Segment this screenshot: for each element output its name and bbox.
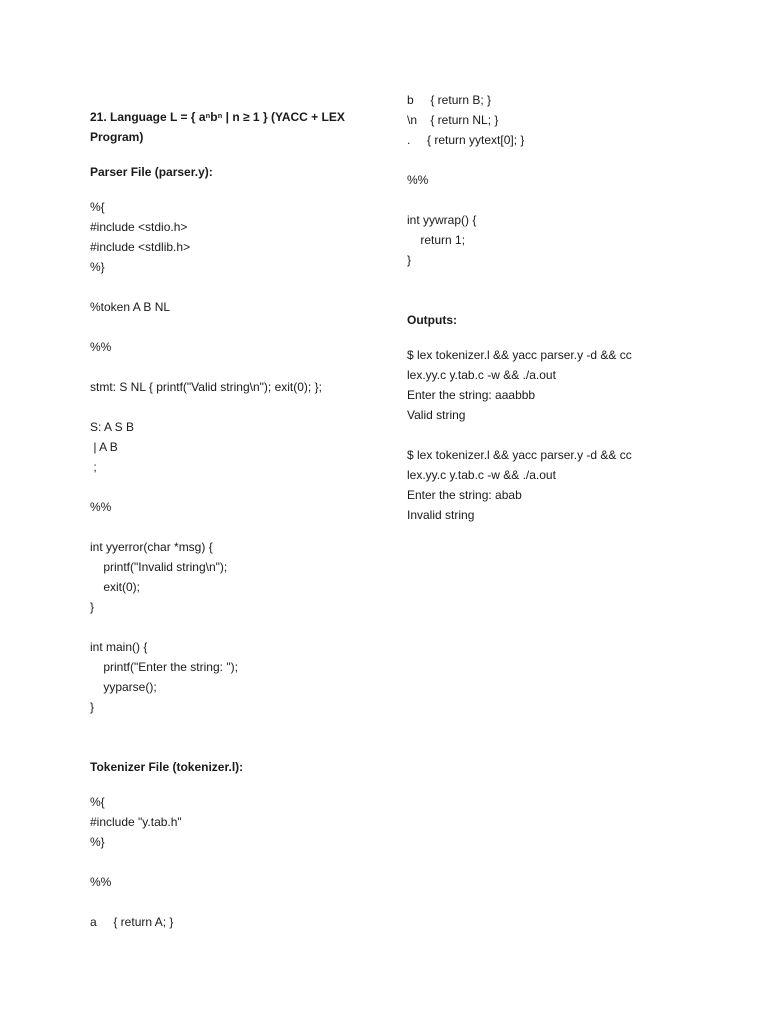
output-line: $ lex tokenizer.l && yacc parser.y -d && cc [407, 348, 632, 362]
code-line: b { return B; } [407, 93, 492, 107]
document-title: 21. Language L = { aⁿbⁿ | n ≥ 1 } (YACC + LEX Program) [90, 110, 345, 144]
output-line: lex.yy.c y.tab.c -w && ./a.out [407, 468, 556, 482]
parser-file-heading: Parser File (parser.y): [90, 165, 213, 179]
code-line: . { return yytext[0]; } [407, 133, 525, 147]
output-line: Valid string [407, 408, 466, 422]
code-line [90, 477, 360, 497]
code-line: %% [90, 340, 112, 354]
code-line [90, 517, 360, 537]
code-line: %% [407, 173, 429, 187]
code-line [407, 150, 707, 170]
parser-code-block [90, 197, 360, 717]
code-line [90, 317, 360, 337]
code-line [90, 892, 360, 912]
tokenizer-code-block-left [90, 792, 360, 932]
spacer [407, 330, 707, 345]
code-line: | A B [90, 440, 118, 454]
spacer [90, 717, 360, 757]
code-line: %% [90, 875, 112, 889]
tokenizer-file-heading: Tokenizer File (tokenizer.l): [90, 760, 244, 774]
code-line: exit(0); [90, 580, 141, 594]
code-line [90, 852, 360, 872]
spacer [90, 777, 360, 792]
code-line [407, 190, 707, 210]
code-line: stmt: S NL { printf("Valid string\n"); exit(0); }; [90, 380, 322, 394]
code-line: %{ [90, 200, 105, 214]
output-line: Invalid string [407, 508, 475, 522]
code-line: %} [90, 835, 105, 849]
code-line [90, 617, 360, 637]
output-line: $ lex tokenizer.l && yacc parser.y -d && cc [407, 448, 632, 462]
code-line: \n { return NL; } [407, 113, 499, 127]
code-line: %% [90, 500, 112, 514]
output-line: Enter the string: aaabbb [407, 388, 536, 402]
output-line [407, 425, 707, 445]
code-line: #include <stdio.h> [90, 220, 188, 234]
code-line: } [90, 600, 95, 614]
tokenizer-code-block-right [407, 90, 707, 270]
code-line: printf("Invalid string\n"); [90, 560, 228, 574]
code-line: #include "y.tab.h" [90, 815, 182, 829]
output-line: Enter the string: abab [407, 488, 522, 502]
code-line: S: A S B [90, 420, 135, 434]
code-line: return 1; [407, 233, 466, 247]
left-column [90, 90, 360, 932]
code-line: } [407, 253, 412, 267]
code-line: } [90, 700, 95, 714]
spacer [90, 147, 360, 162]
code-line: int yyerror(char *msg) { [90, 540, 213, 554]
code-line: ; [90, 460, 97, 474]
code-line: yyparse(); [90, 680, 157, 694]
right-column [407, 90, 707, 525]
outputs-heading: Outputs: [407, 313, 457, 327]
code-line [90, 397, 360, 417]
spacer [90, 182, 360, 197]
spacer [407, 270, 707, 310]
code-line [90, 357, 360, 377]
code-line: %} [90, 260, 105, 274]
code-line: int yywrap() { [407, 213, 477, 227]
code-line: %token A B NL [90, 300, 171, 314]
output-line: lex.yy.c y.tab.c -w && ./a.out [407, 368, 556, 382]
code-line: %{ [90, 795, 105, 809]
output-block [407, 345, 707, 525]
code-line: a { return A; } [90, 915, 174, 929]
code-line: #include <stdlib.h> [90, 240, 191, 254]
code-line [90, 277, 360, 297]
code-line: int main() { [90, 640, 148, 654]
code-line: printf("Enter the string: "); [90, 660, 238, 674]
